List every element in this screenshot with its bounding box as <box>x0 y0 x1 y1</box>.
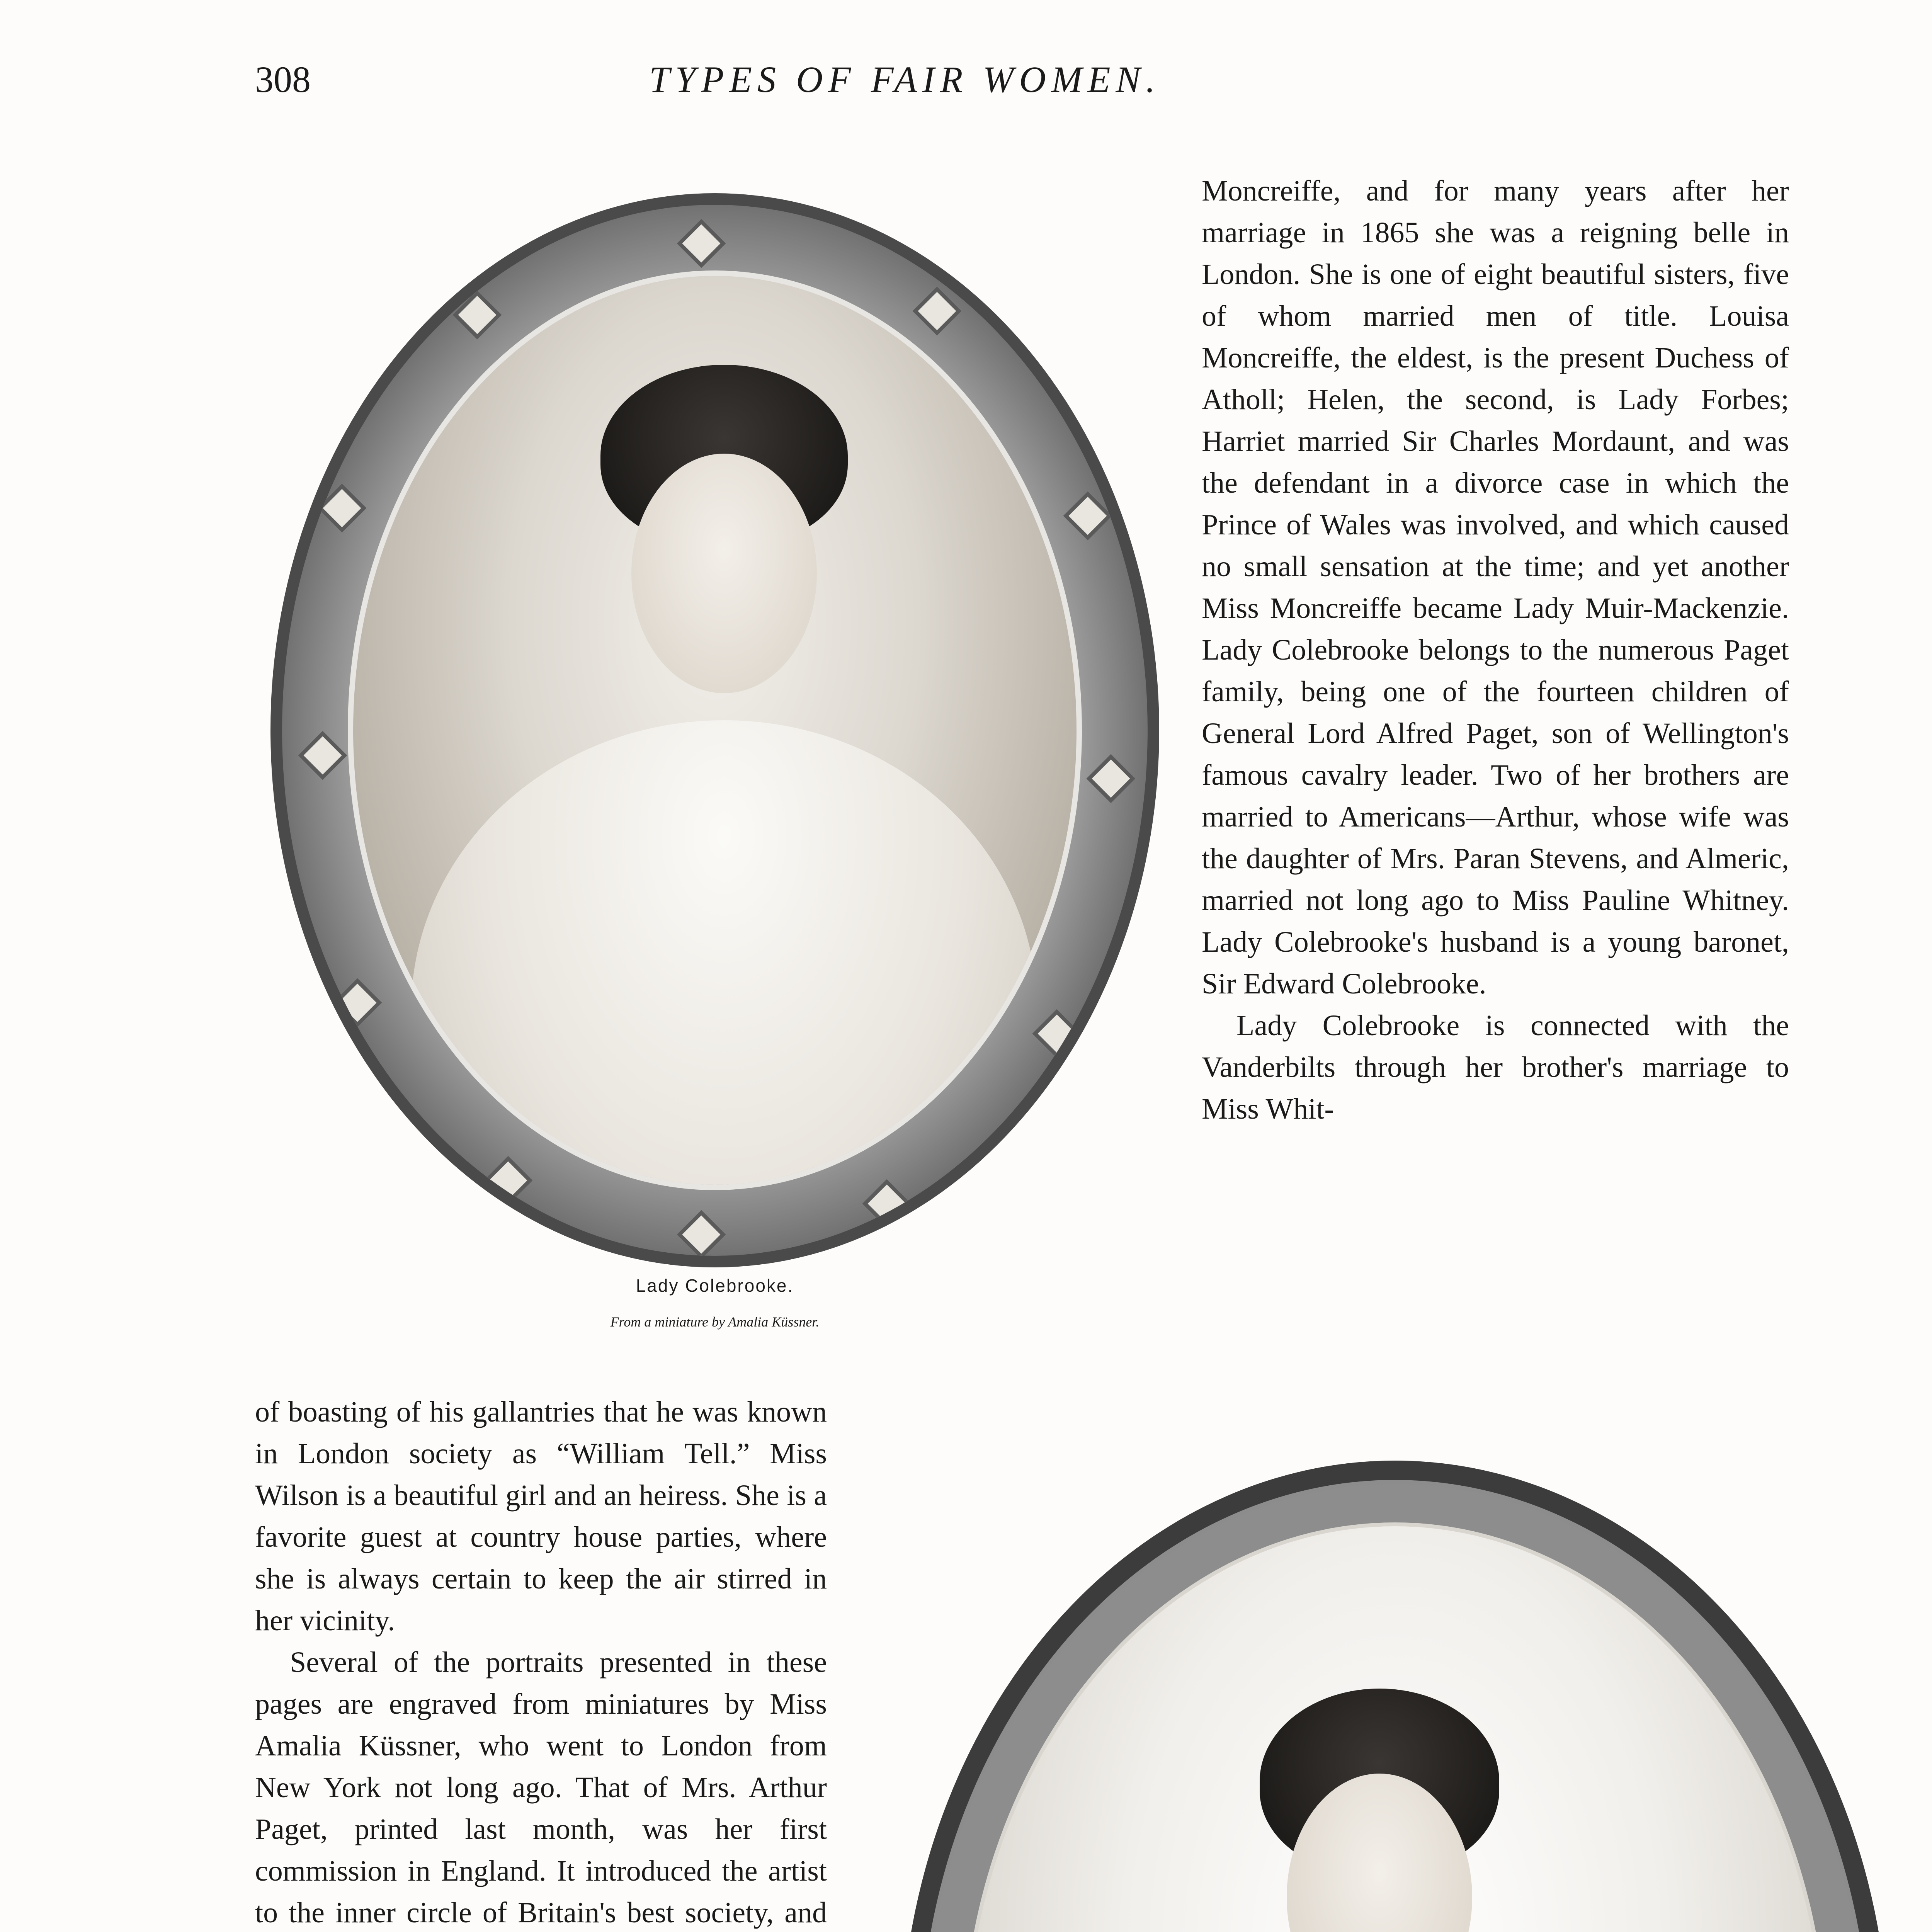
jewel-ornament <box>1063 491 1112 540</box>
jewel-ornament <box>452 290 502 339</box>
portrait-image <box>348 270 1082 1190</box>
portrait-georgina-countess-of-dudley <box>900 1461 1889 1932</box>
jewel-ornament <box>677 219 726 268</box>
jewel-ornament <box>912 286 961 335</box>
jewel-ornament <box>1086 754 1135 803</box>
right-column-text <box>1202 170 1789 1130</box>
figure-caption: Lady Colebrooke. <box>636 1276 794 1296</box>
jewel-ornament <box>1032 1009 1081 1058</box>
portrait-image <box>962 1522 1828 1932</box>
left-column-text <box>255 1391 827 1932</box>
paragraph: Lady Colebrooke is connected with the Vanderbilts through her brother's marriage to Miss Whit- <box>1202 1009 1789 1125</box>
portrait-face <box>631 454 817 693</box>
jewel-ornament <box>317 483 366 532</box>
jewel-ornament <box>333 978 382 1027</box>
jewel-ornament <box>298 731 347 780</box>
paragraph: Moncreiffe, and for many years after her marriage in 1865 she was a reigning belle in London. She is one of eight beautiful sisters, five of whom married men of title. Louisa Moncreiffe, the eldest, is the present Duchess of Atholl; Helen, the second, is Lady Forbes; Harriet married Sir Charles Mordaunt, and was the defendant in a divorce case in which the Prince of Wales was involved, and which caused no small sensation at the time; and yet another Miss Moncreiffe became Lady Muir-Mackenzie. Lady Colebrooke belongs to the numerous Paget family, being one of the fourteen children of General Lord Alfred Paget, son of Wellington's famous cavalry leader. Two of her brothers are married to Americans—Arthur, whose wife was the daughter of Mrs. Paran Stevens, and Almeric, married not long ago to Miss Pauline Whitney. Lady Colebrooke's husband is a young baronet, Sir Edward Colebrooke. <box>1202 175 1789 1000</box>
jewel-ornament <box>677 1210 726 1259</box>
figure-credit: From a miniature by Amalia Küssner. <box>610 1314 820 1330</box>
running-head: TYPES OF FAIR WOMEN. <box>649 59 1161 100</box>
page-number: 308 <box>255 59 311 100</box>
portrait-figure <box>411 720 1037 1190</box>
paragraph: of boasting of his gallantries that he was known in London society as “William Tell.” Miss Wilson is a beautiful girl and an heiress. She is a favorite guest at country house parties, where she is always certain to keep the air stirred in her vicinity. <box>255 1396 827 1637</box>
portrait-lady-colebrooke <box>270 193 1159 1267</box>
paragraph: Several of the portraits presented in these pages are engraved from miniatures by Miss Amalia Küssner, who went to London from New York not long ago. That of Mrs. Arthur Paget, printed last month, was her first commission in England. It introduced the artist to the inner circle of Britain's best society, and <box>255 1646 827 1929</box>
jewel-ornament <box>862 1179 911 1228</box>
